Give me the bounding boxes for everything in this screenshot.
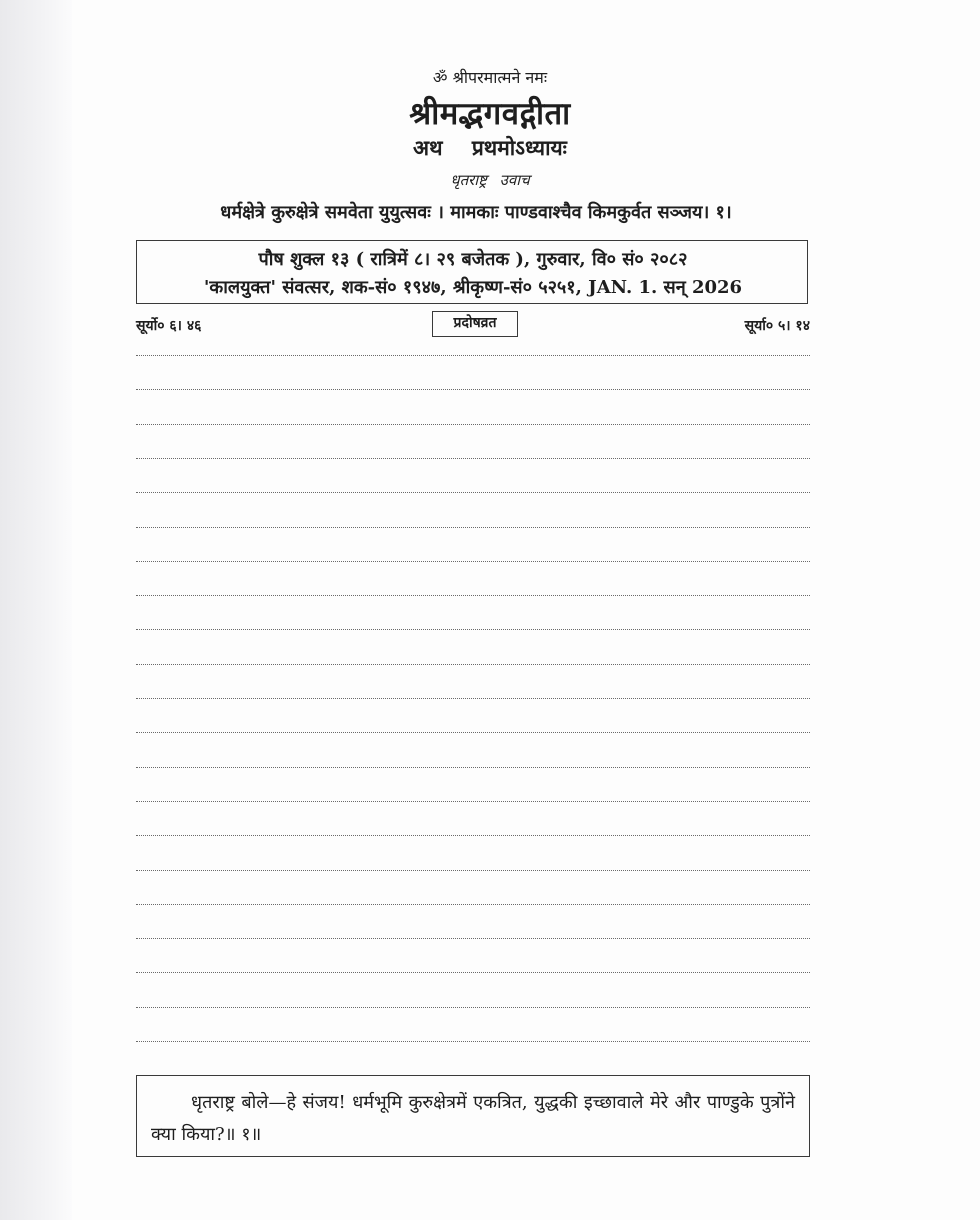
- writing-line: [136, 972, 810, 973]
- writing-line: [136, 904, 810, 905]
- writing-line: [136, 629, 810, 630]
- calendar-line-tithi: पौष शुक्ल १३ ( रात्रिमें ८। २९ बजेतक ), गुरुवार, वि० सं० २०८२: [258, 249, 688, 270]
- calendar-box: [136, 240, 808, 304]
- writing-line: [136, 835, 810, 836]
- page-title: श्रीमद्भगवद्गीता: [409, 96, 571, 132]
- writing-line: [136, 1041, 810, 1042]
- sunset-time: सूर्या० ५। १४: [744, 318, 810, 334]
- writing-line: [136, 458, 810, 459]
- writing-line: [136, 595, 810, 596]
- speaker-line: धृतराष्ट्र उवाच: [450, 171, 530, 189]
- chapter-title: अथ प्रथमोऽध्यायः: [413, 135, 567, 160]
- writing-line: [136, 732, 810, 733]
- writing-line: [136, 355, 810, 356]
- writing-line: [136, 561, 810, 562]
- writing-line: [136, 938, 810, 939]
- writing-line: [136, 870, 810, 871]
- vrat-badge: प्रदोषव्रत: [432, 311, 518, 337]
- writing-line: [136, 527, 810, 528]
- calendar-line-samvat: 'कालयुक्त' संवत्सर, शक-सं० १९४७, श्रीकृष्ण-सं० ५२५१, JAN. 1. सन् 2026: [203, 277, 743, 298]
- writing-line: [136, 664, 810, 665]
- writing-line: [136, 801, 810, 802]
- writing-line: [136, 767, 810, 768]
- invocation-line: ॐ श्रीपरमात्मने नमः: [432, 68, 548, 87]
- writing-line: [136, 389, 810, 390]
- writing-line: [136, 492, 810, 493]
- writing-line: [136, 698, 810, 699]
- sunrise-time: सूर्यो० ६। ४६: [136, 318, 202, 334]
- writing-line: [136, 1007, 810, 1008]
- hindi-translation: धृतराष्ट्र बोले—हे संजय! धर्मभूमि कुरुक्षेत्रमें एकत्रित, युद्धकी इच्छावाले मेरे और पाण्डुके पुत्रोंने क्या किया?॥ १॥: [151, 1092, 795, 1145]
- translation-box: [136, 1075, 810, 1157]
- sanskrit-verse: धर्मक्षेत्रे कुरुक्षेत्रे समवेता युयुत्सवः । मामकाः पाण्डवाश्चैव किमकुर्वत सञ्जय। १।: [220, 202, 732, 223]
- writing-line: [136, 424, 810, 425]
